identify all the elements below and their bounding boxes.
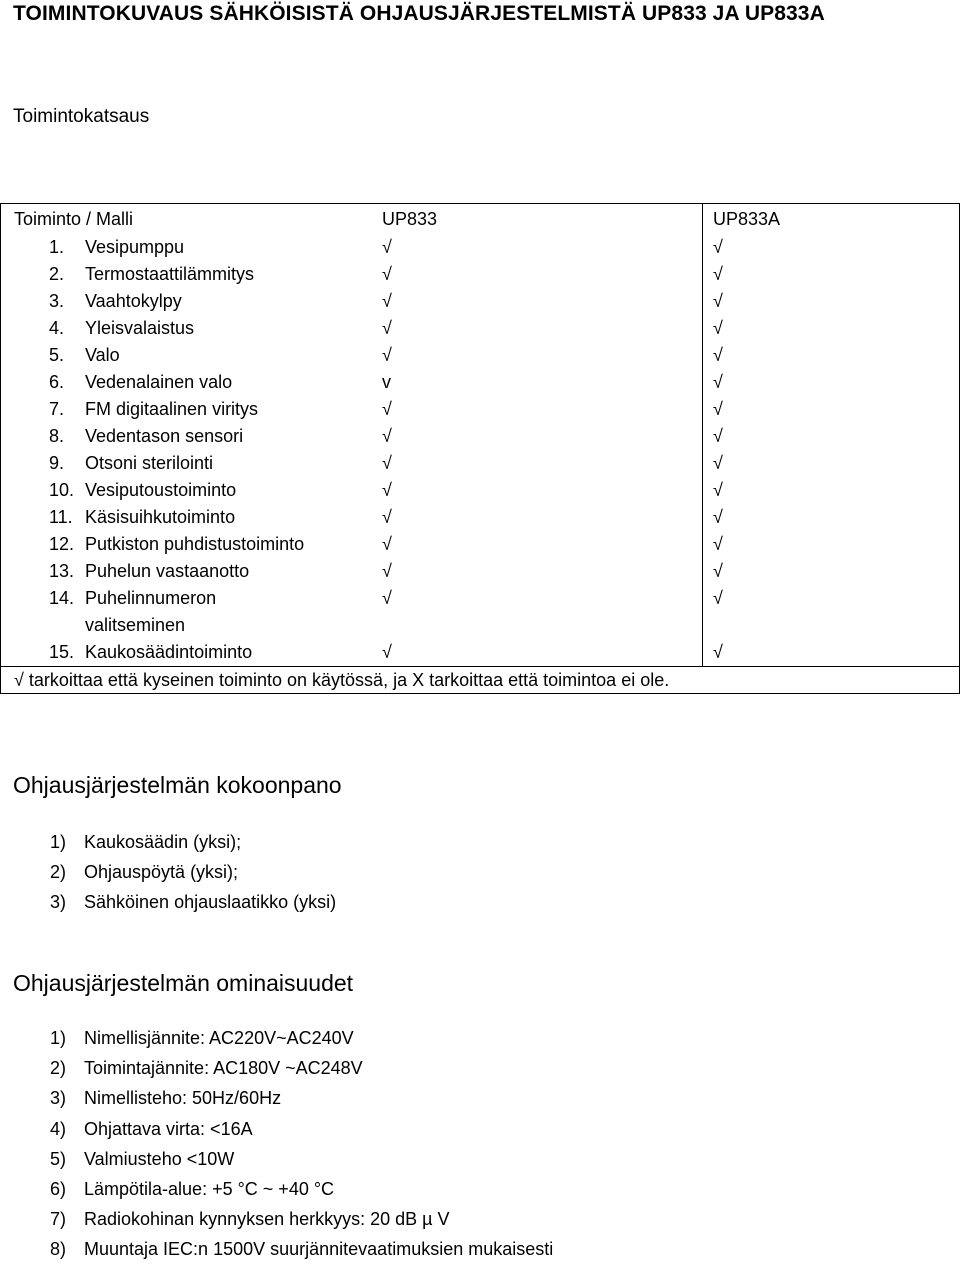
table-row: [1, 288, 960, 315]
function-cell: [1, 315, 370, 342]
table-row: [1, 450, 960, 477]
row-number: 11.: [49, 507, 73, 527]
table-footnote-row: [1, 667, 960, 694]
up833-cell: √: [369, 477, 703, 504]
properties-list: [50, 1023, 553, 1265]
table-header-row: [1, 204, 960, 235]
list-item-text: Lämpötila-alue: +5 °C ~ +40 °C: [84, 1178, 335, 1199]
row-number: 8.: [49, 426, 65, 446]
list-item-number: 3): [50, 892, 67, 913]
up833-cell: √: [369, 396, 703, 423]
row-number: 15.: [49, 642, 75, 662]
table-row: [1, 234, 960, 261]
table-row: [1, 504, 960, 531]
up833a-cell: √: [703, 558, 960, 585]
list-item-text: Nimellisjännite: AC220V~AC240V: [84, 1028, 354, 1048]
function-name: Yleisvalaistus: [85, 318, 195, 338]
function-cell: [1, 585, 370, 639]
function-cell: [1, 396, 370, 423]
list-item-number: 7): [50, 1209, 67, 1230]
row-number: 2.: [49, 264, 65, 284]
up833a-cell: √: [703, 450, 960, 477]
function-cell: [1, 639, 370, 667]
list-item-text: Radiokohinan kynnyksen herkkyys: 20 dB µ V: [84, 1209, 450, 1230]
function-name: Putkiston puhdistustoiminto: [85, 534, 305, 554]
up833a-cell: √: [703, 234, 960, 261]
up833a-cell: √: [703, 342, 960, 369]
function-name: Termostaattilämmitys: [85, 264, 255, 284]
up833-cell: √: [369, 234, 703, 261]
function-name: Puhelun vastaanotto: [85, 561, 250, 581]
up833a-cell: √: [703, 261, 960, 288]
function-cell: [1, 477, 370, 504]
list-item: [50, 1083, 553, 1113]
function-name: Vesiputoustoiminto: [85, 480, 237, 500]
function-cell: [1, 423, 370, 450]
function-name: Valo: [85, 345, 120, 365]
function-name: Otsoni sterilointi: [85, 453, 214, 473]
composition-list: [50, 827, 336, 918]
list-item-number: 8): [50, 1239, 67, 1260]
list-item: [50, 857, 336, 887]
list-item: [50, 1144, 553, 1174]
function-name: Vaahtokylpy: [85, 291, 182, 311]
up833a-cell: √: [703, 585, 960, 639]
function-name: Käsisuihkutoiminto: [85, 507, 236, 527]
function-cell: [1, 450, 370, 477]
up833a-cell: √: [703, 477, 960, 504]
function-name: Vesipumppu: [85, 237, 185, 257]
section-subtitle: Toimintokatsaus: [13, 106, 150, 127]
row-number: 1.: [49, 237, 65, 257]
up833a-cell: √: [703, 531, 960, 558]
function-cell: [1, 369, 370, 396]
up833a-cell: √: [703, 315, 960, 342]
row-number: 9.: [49, 453, 65, 473]
up833-cell: √: [369, 504, 703, 531]
function-cell: [1, 234, 370, 261]
function-name: FM digitaalinen viritys: [85, 399, 259, 419]
function-cell: [1, 558, 370, 585]
list-item-text: Nimellisteho: 50Hz/60Hz: [84, 1088, 282, 1109]
header-up833: UP833: [369, 204, 703, 235]
table-row: [1, 585, 960, 639]
list-item-text: Ohjattava virta: <16A: [84, 1118, 253, 1139]
up833-cell: √: [369, 261, 703, 288]
row-number: 3.: [49, 291, 65, 311]
table-row: [1, 558, 960, 585]
properties-heading: Ohjausjärjestelmän ominaisuudet: [13, 970, 354, 996]
composition-heading: Ohjausjärjestelmän kokoonpano: [13, 772, 342, 798]
function-cell: [1, 531, 370, 558]
function-cell: [1, 504, 370, 531]
function-name: Vedentason sensori: [85, 426, 244, 446]
list-item-number: 2): [50, 1058, 67, 1079]
function-name: Kaukosäädintoiminto: [85, 642, 253, 662]
up833-cell: √: [369, 558, 703, 585]
up833a-cell: √: [703, 423, 960, 450]
list-item-number: 3): [50, 1088, 67, 1109]
up833-cell: v: [369, 369, 703, 396]
row-number: 5.: [49, 345, 65, 365]
table-footnote: √ tarkoittaa että kyseinen toiminto on käytössä, ja X tarkoittaa että toimintoa ei ole.: [1, 667, 960, 694]
list-item-text: Sähköinen ohjauslaatikko (yksi): [84, 892, 337, 913]
up833-cell: √: [369, 342, 703, 369]
row-number: 4.: [49, 318, 65, 338]
row-number: 7.: [49, 399, 65, 419]
list-item: [50, 887, 336, 917]
header-up833a: UP833A: [703, 204, 960, 235]
list-item-text: Ohjauspöytä (yksi);: [84, 862, 239, 883]
list-item: [50, 1053, 553, 1083]
list-item-text: Kaukosäädin (yksi);: [84, 832, 242, 852]
table-row: [1, 477, 960, 504]
up833-cell: √: [369, 315, 703, 342]
list-item: [50, 1204, 553, 1234]
list-item: [50, 1234, 553, 1264]
row-number: 13.: [49, 561, 75, 581]
document-title: TOIMINTOKUVAUS SÄHKÖISISTÄ OHJAUSJÄRJESTELMISTÄ UP833 JA UP833A: [13, 2, 825, 25]
row-number: 14.: [49, 588, 75, 608]
table-row: [1, 342, 960, 369]
up833-cell: √: [369, 288, 703, 315]
list-item-number: 5): [50, 1148, 67, 1169]
list-item-text: Toimintajännite: AC180V ~AC248V: [84, 1058, 363, 1079]
table-row: [1, 315, 960, 342]
list-item-number: 2): [50, 862, 67, 883]
feature-table: [0, 203, 960, 694]
table-row: [1, 423, 960, 450]
function-name: Puhelinnumeron valitseminen: [85, 588, 217, 635]
list-item-number: 1): [50, 1028, 67, 1048]
list-item-number: 4): [50, 1118, 67, 1139]
function-cell: [1, 288, 370, 315]
table-row: [1, 531, 960, 558]
list-item: [50, 827, 336, 857]
up833a-cell: √: [703, 639, 960, 667]
up833a-cell: √: [703, 396, 960, 423]
row-number: 6.: [49, 372, 65, 392]
up833a-cell: √: [703, 288, 960, 315]
up833-cell: √: [369, 423, 703, 450]
row-number: 12.: [49, 534, 75, 554]
list-item: [50, 1023, 553, 1053]
up833-cell: √: [369, 639, 703, 667]
header-function: Toiminto / Malli: [1, 204, 370, 235]
up833a-cell: √: [703, 504, 960, 531]
up833-cell: √: [369, 531, 703, 558]
function-cell: [1, 342, 370, 369]
up833a-cell: √: [703, 369, 960, 396]
list-item-number: 1): [50, 832, 67, 852]
table-row: [1, 396, 960, 423]
list-item-text: Valmiusteho <10W: [84, 1148, 235, 1169]
table-row: [1, 369, 960, 396]
list-item: [50, 1114, 553, 1144]
list-item-number: 6): [50, 1178, 67, 1199]
list-item: [50, 1174, 553, 1204]
table-row: [1, 639, 960, 667]
table-row: [1, 261, 960, 288]
function-cell: [1, 261, 370, 288]
function-name: Vedenalainen valo: [85, 372, 233, 392]
row-number: 10.: [49, 480, 75, 500]
list-item-text: Muuntaja IEC:n 1500V suurjännitevaatimuksien mukaisesti: [84, 1239, 554, 1260]
up833-cell: √: [369, 585, 703, 639]
up833-cell: √: [369, 450, 703, 477]
